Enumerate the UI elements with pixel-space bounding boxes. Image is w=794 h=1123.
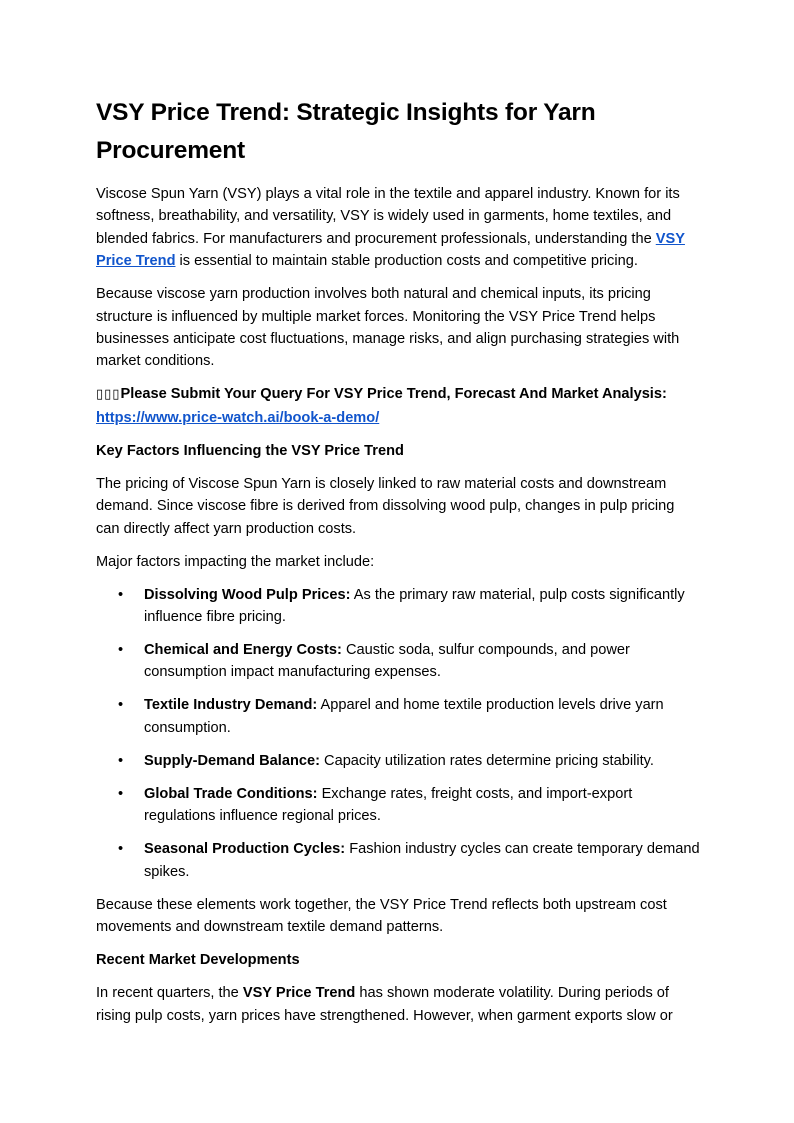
- book-demo-link[interactable]: https://www.price-watch.ai/book-a-demo/: [96, 409, 380, 426]
- intro-paragraph: [96, 183, 700, 273]
- factor-label: Supply-Demand Balance:: [144, 752, 320, 769]
- factor-text: Fashion industry cycles can create temporary demand spikes.: [144, 841, 700, 880]
- factor-label: Seasonal Production Cycles:: [144, 841, 346, 858]
- vsy-price-trend-link[interactable]: VSY Price Trend: [96, 230, 685, 270]
- list-item: [96, 639, 700, 684]
- bullet-icon: •: [118, 642, 124, 659]
- page-title: VSY Price Trend: Strategic Insights for Yarn Procurement: [96, 99, 596, 164]
- factors-list: [96, 584, 700, 883]
- factors-summary: Because these elements work together, the VSY Price Trend reflects both upstream cost movements and downstream textile demand patterns.: [96, 896, 667, 936]
- bullet-icon: •: [118, 841, 124, 858]
- cta-paragraph: [96, 383, 700, 429]
- key-factors-paragraph: The pricing of Viscose Spun Yarn is closely linked to raw material costs and downstream demand. Since viscose fibre is derived from dissolving wood pulp, changes in pulp pricing can directly affect yarn production costs.: [96, 475, 675, 537]
- bullet-icon: •: [118, 697, 124, 714]
- bullet-icon: •: [118, 586, 124, 603]
- factor-label: Dissolving Wood Pulp Prices:: [144, 586, 351, 603]
- list-item: [96, 584, 700, 629]
- list-item: [96, 750, 700, 772]
- factors-intro: Major factors impacting the market include:: [96, 553, 375, 570]
- recent-text-start: In recent quarters, the: [96, 985, 243, 1002]
- factor-label: Chemical and Energy Costs:: [144, 642, 342, 659]
- recent-paragraph: [96, 982, 700, 1027]
- cta-text: Please Submit Your Query For VSY Price Trend, Forecast And Market Analysis:: [120, 386, 667, 403]
- bullet-icon: •: [118, 785, 124, 802]
- emoji-placeholder-icon: ▯▯▯: [96, 387, 121, 403]
- intro-text-start: Viscose Spun Yarn (VSY) plays a vital role in the textile and apparel industry. Known for its softness, breathability, and versatility, VSY is widely used in garments, home textiles, and blended fabrics. For manufacturers and procurement professionals, understanding the: [96, 186, 680, 247]
- monitoring-paragraph: Because viscose yarn production involves both natural and chemical inputs, its pricing structure is influenced by multiple market forces. Monitoring the VSY Price Trend helps businesses anticipate cost fluctuations, manage risks, and align purchasing strategies with market conditions.: [96, 286, 680, 370]
- factor-label: Textile Industry Demand:: [144, 697, 318, 714]
- factor-text: Exchange rates, freight costs, and import-export regulations influence regional prices.: [144, 785, 633, 825]
- list-item: [96, 838, 700, 883]
- factor-text: Capacity utilization rates determine pricing stability.: [319, 752, 654, 769]
- recent-developments-heading: Recent Market Developments: [96, 952, 300, 969]
- list-item: [96, 783, 700, 828]
- key-factors-heading: Key Factors Influencing the VSY Price Trend: [96, 442, 404, 459]
- list-item: [96, 694, 700, 739]
- recent-text-end: has shown moderate volatility. During periods of rising pulp costs, yarn prices have strengthened. However, when garment exports slow or: [96, 985, 673, 1024]
- factor-text: As the primary raw material, pulp costs significantly influence fibre pricing.: [144, 586, 685, 626]
- factor-text: Apparel and home textile production levels drive yarn consumption.: [144, 697, 664, 736]
- intro-text-end: is essential to maintain stable production costs and competitive pricing.: [175, 253, 638, 270]
- factor-label: Global Trade Conditions:: [144, 785, 318, 802]
- document-page: [96, 94, 700, 1038]
- factor-text: Caustic soda, sulfur compounds, and power consumption impact manufacturing expenses.: [144, 642, 630, 681]
- bullet-icon: •: [118, 752, 124, 769]
- recent-bold-term: VSY Price Trend: [242, 985, 356, 1002]
